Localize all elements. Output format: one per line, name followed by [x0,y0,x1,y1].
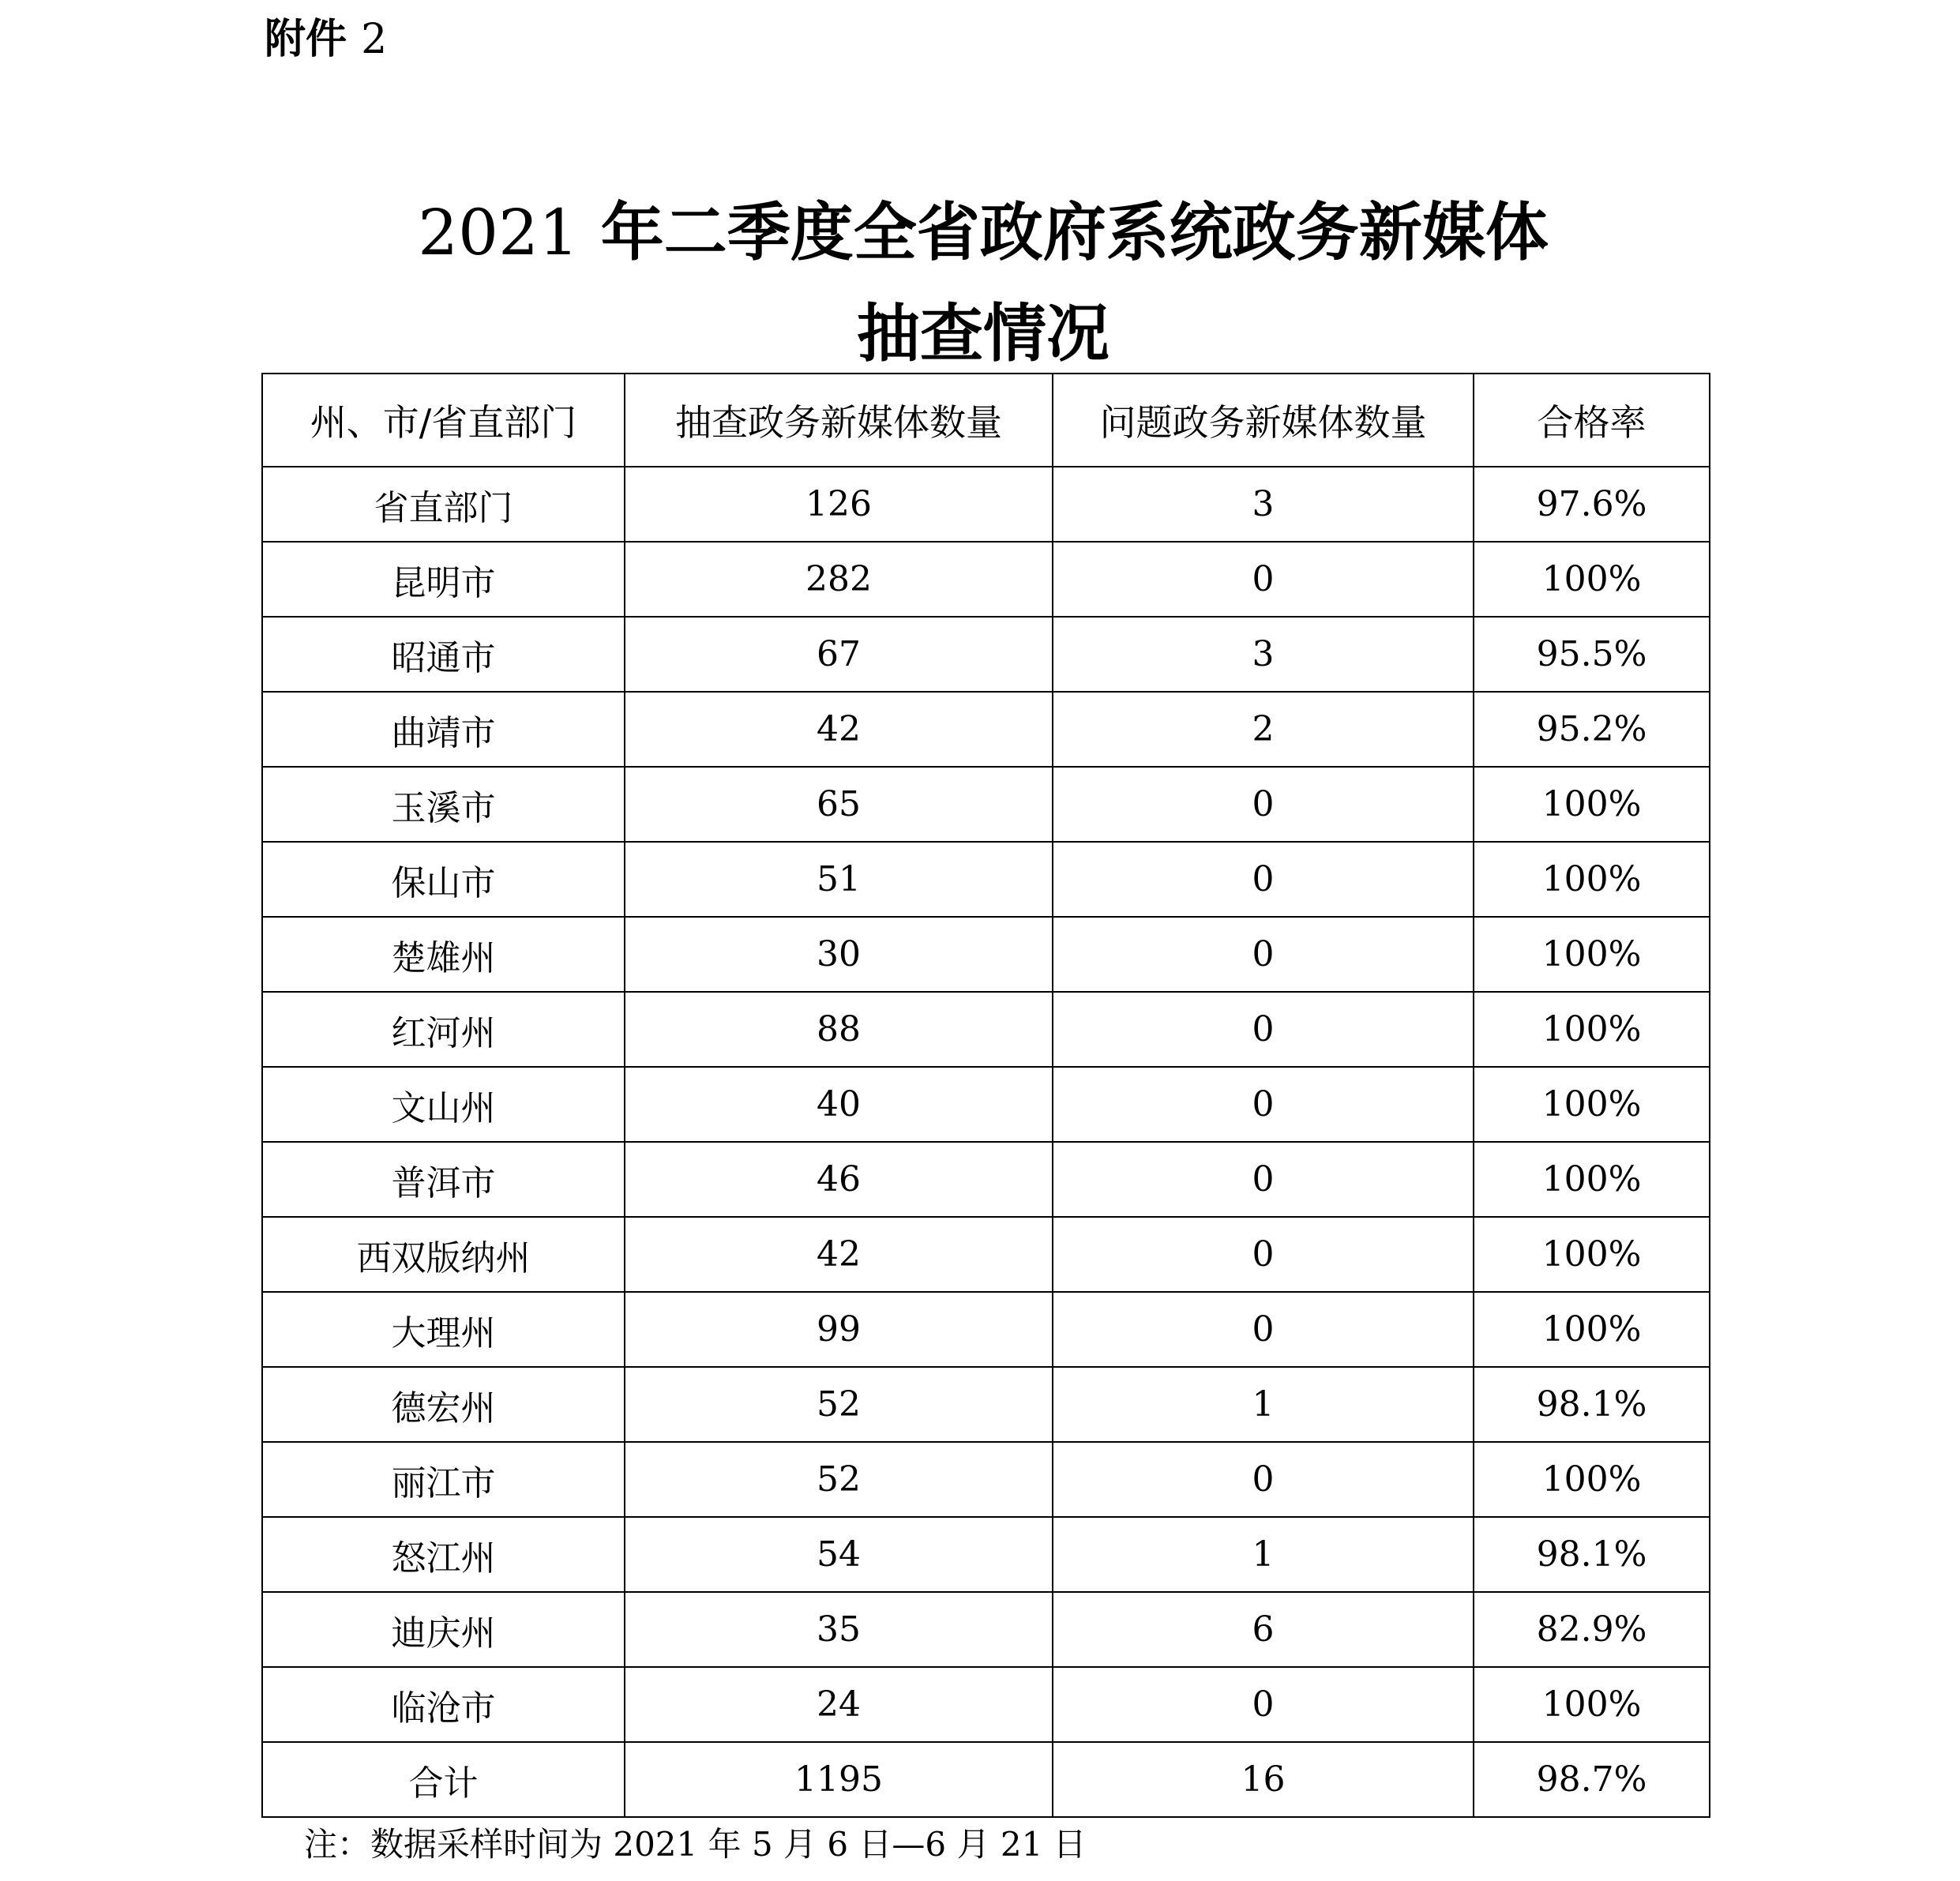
cell-region: 玉溪市 [262,767,625,842]
cell-sampled-count: 126 [625,467,1053,542]
attachment-text: 附件 [265,16,347,63]
cell-sampled-count: 52 [625,1442,1053,1517]
cell-sampled-count: 54 [625,1517,1053,1592]
cell-region: 临沧市 [262,1667,625,1742]
cell-pass-rate: 100% [1474,1292,1710,1367]
cell-sampled-count: 282 [625,542,1053,617]
cell-region: 保山市 [262,842,625,917]
cell-region: 文山州 [262,1067,625,1142]
footnote: 注：数据采样时间为 2021 年 5 月 6 日—6 月 21 日 [304,1825,1087,1864]
cell-region: 大理州 [262,1292,625,1367]
cell-problem-count: 0 [1053,767,1474,842]
cell-problem-count: 0 [1053,542,1474,617]
table-header-row [262,374,1710,467]
cell-pass-rate: 100% [1474,542,1710,617]
cell-pass-rate: 82.9% [1474,1592,1710,1667]
cell-pass-rate: 95.2% [1474,692,1710,767]
table-row [262,1517,1710,1592]
cell-problem-count: 0 [1053,992,1474,1067]
cell-sampled-count: 67 [625,617,1053,692]
cell-problem-count: 1 [1053,1517,1474,1592]
title-line-1-text: 年二季度全省政府系统政务新媒体 [600,196,1549,269]
cell-pass-rate: 100% [1474,842,1710,917]
cell-sampled-count: 35 [625,1592,1053,1667]
table-row [262,767,1710,842]
cell-sampled-count: 42 [625,1217,1053,1292]
cell-region: 昭通市 [262,617,625,692]
cell-pass-rate: 100% [1474,1142,1710,1217]
table-row [262,1142,1710,1217]
cell-region: 昆明市 [262,542,625,617]
table-row [262,617,1710,692]
cell-pass-rate: 100% [1474,1442,1710,1517]
cell-problem-count: 3 [1053,617,1474,692]
cell-sampled-count: 52 [625,1367,1053,1442]
header-problem-count: 问题政务新媒体数量 [1053,374,1474,467]
cell-region: 丽江市 [262,1442,625,1517]
cell-problem-count: 16 [1053,1742,1474,1817]
table-row [262,1067,1710,1142]
cell-problem-count: 0 [1053,917,1474,992]
table-body [262,467,1710,1817]
table-row [262,1217,1710,1292]
cell-pass-rate: 98.7% [1474,1742,1710,1817]
cell-region: 红河州 [262,992,625,1067]
cell-pass-rate: 100% [1474,992,1710,1067]
cell-region: 省直部门 [262,467,625,542]
table-row [262,1667,1710,1742]
table-row [262,467,1710,542]
table-row [262,842,1710,917]
cell-problem-count: 0 [1053,1667,1474,1742]
cell-sampled-count: 46 [625,1142,1053,1217]
table-row [262,692,1710,767]
cell-problem-count: 0 [1053,1292,1474,1367]
cell-region: 怒江州 [262,1517,625,1592]
cell-pass-rate: 100% [1474,1067,1710,1142]
cell-pass-rate: 100% [1474,1667,1710,1742]
table-row [262,1292,1710,1367]
document-title-line-2: 抽查情况 [857,297,1110,370]
table-row [262,542,1710,617]
table-row [262,1367,1710,1442]
cell-sampled-count: 40 [625,1067,1053,1142]
cell-problem-count: 0 [1053,1442,1474,1517]
cell-sampled-count: 42 [625,692,1053,767]
cell-problem-count: 0 [1053,1217,1474,1292]
cell-sampled-count: 88 [625,992,1053,1067]
cell-pass-rate: 97.6% [1474,467,1710,542]
table-row [262,992,1710,1067]
header-pass-rate: 合格率 [1474,374,1710,467]
cell-pass-rate: 100% [1474,1217,1710,1292]
cell-pass-rate: 95.5% [1474,617,1710,692]
cell-pass-rate: 100% [1474,767,1710,842]
cell-problem-count: 1 [1053,1367,1474,1442]
cell-region: 曲靖市 [262,692,625,767]
table-row [262,1592,1710,1667]
title-year: 2021 [418,196,579,269]
cell-pass-rate: 98.1% [1474,1517,1710,1592]
cell-pass-rate: 98.1% [1474,1367,1710,1442]
document-title-line-1 [261,190,1706,276]
cell-sampled-count: 99 [625,1292,1053,1367]
cell-problem-count: 3 [1053,467,1474,542]
cell-problem-count: 0 [1053,1067,1474,1142]
cell-sampled-count: 65 [625,767,1053,842]
header-region: 州、市/省直部门 [262,374,625,467]
header-sampled-count: 抽查政务新媒体数量 [625,374,1053,467]
cell-region: 迪庆州 [262,1592,625,1667]
cell-region: 德宏州 [262,1367,625,1442]
attachment-label [265,9,387,69]
cell-region: 楚雄州 [262,917,625,992]
cell-region: 西双版纳州 [262,1217,625,1292]
cell-region: 合计 [262,1742,625,1817]
inspection-table [261,373,1710,1818]
cell-sampled-count: 51 [625,842,1053,917]
table-row [262,1442,1710,1517]
cell-problem-count: 0 [1053,1142,1474,1217]
attachment-number: 2 [361,16,388,63]
table-row [262,917,1710,992]
table-total-row [262,1742,1710,1817]
cell-region: 普洱市 [262,1142,625,1217]
cell-problem-count: 2 [1053,692,1474,767]
cell-sampled-count: 30 [625,917,1053,992]
cell-problem-count: 0 [1053,842,1474,917]
cell-sampled-count: 24 [625,1667,1053,1742]
cell-pass-rate: 100% [1474,917,1710,992]
cell-problem-count: 6 [1053,1592,1474,1667]
cell-sampled-count: 1195 [625,1742,1053,1817]
